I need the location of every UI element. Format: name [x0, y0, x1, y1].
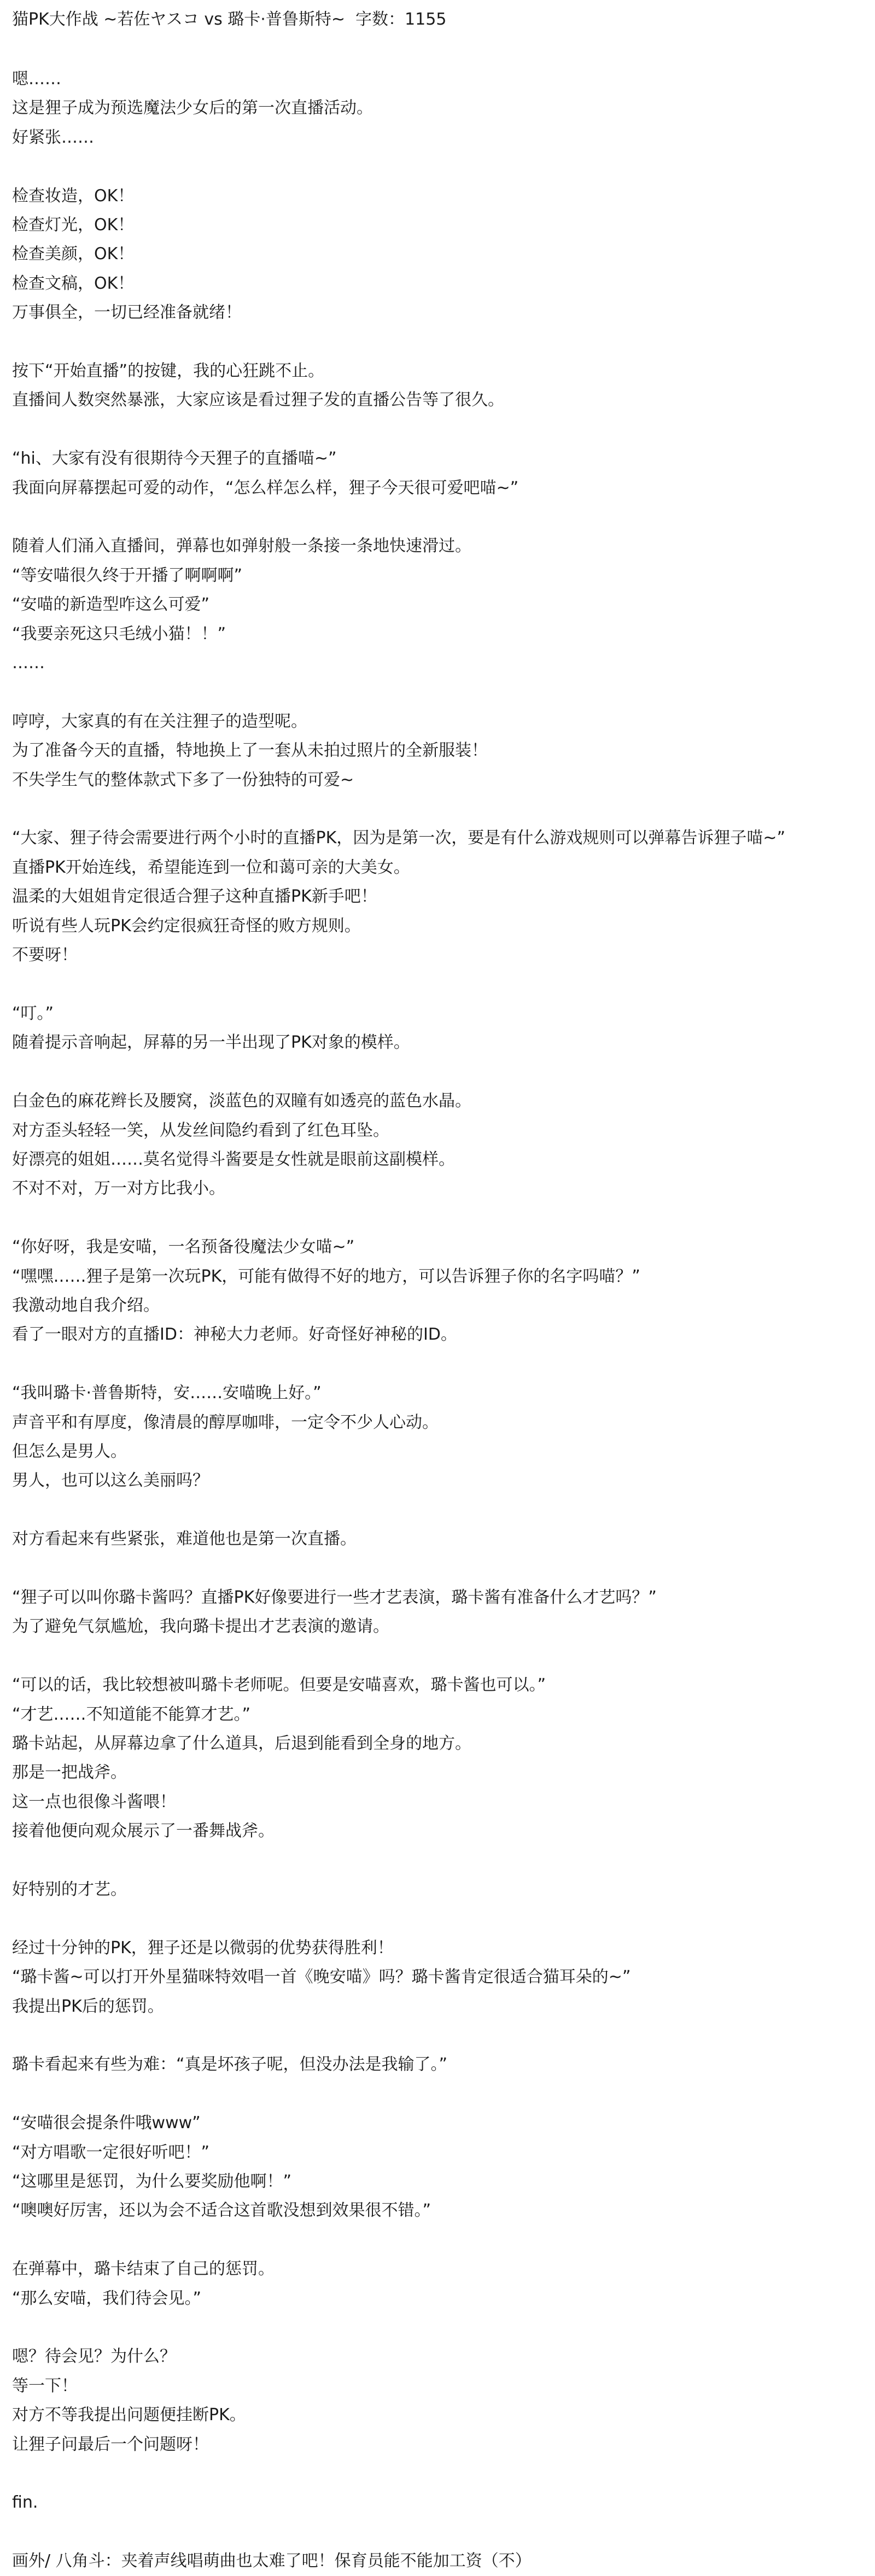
story-line: 为了准备今天的直播，特地换上了一套从未拍过照片的全新服装！: [12, 741, 488, 761]
story-line: 对方看起来有些紧张，难道他也是第一次直播。: [12, 1529, 357, 1549]
blank-line: [12, 677, 863, 706]
story-line: 为了避免气氛尴尬，我向璐卡提出才艺表演的邀请。: [12, 1617, 389, 1637]
story-line: 检查美颜，OK！: [12, 244, 135, 264]
blank-line: [12, 2313, 863, 2342]
blank-line: [12, 152, 863, 181]
story-body: [12, 65, 863, 2576]
blank-line: [12, 503, 863, 531]
story-line: 直播PK开始连线，希望能连到一位和蔼可亲的大美女。: [12, 857, 410, 877]
story-line: 画外/ 八角斗：夹着声线唱萌曲也太难了吧！保育员能不能加工资（不）: [12, 2551, 532, 2571]
blank-line: [12, 2459, 863, 2488]
story-line: 嗯？待会见？为什么？: [12, 2347, 176, 2367]
story-line: 万事俱全，一切已经准备就绪！: [12, 303, 242, 323]
story-line: “璐卡酱~可以打开外星猫咪特效唱一首《晚安喵》吗？璐卡酱肯定很适合猫耳朵的~”: [12, 1967, 631, 1987]
story-line: 不失学生气的整体款式下多了一份独特的可爱~: [12, 770, 354, 790]
story-line: 随着人们涌入直播间，弹幕也如弹射般一条接一条地快速滑过。: [12, 536, 471, 556]
blank-line: [12, 1496, 863, 1524]
story-line: 嗯……: [12, 69, 61, 89]
story-line: “嘿嘿……狸子是第一次玩PK，可能有做得不好的地方，可以告诉狸子你的名字吗喵？”: [12, 1266, 640, 1286]
story-line: 等一下！: [12, 2376, 78, 2396]
story-line: “等安喵很久终于开播了啊啊啊”: [12, 565, 243, 585]
story-line: “安喵的新造型咋这么可爱”: [12, 595, 210, 615]
story-line: 我激动地自我介绍。: [12, 1295, 160, 1315]
story-line: 男人，也可以这么美丽吗？: [12, 1471, 209, 1491]
story-line: “我要亲死这只毛绒小猫！！”: [12, 624, 226, 644]
blank-line: [12, 795, 863, 823]
story-line: “那么安喵，我们待会见。”: [12, 2288, 202, 2308]
story-line: “狸子可以叫你璐卡酱吗？直播PK好像要进行一些才艺表演，璐卡酱有准备什么才艺吗？”: [12, 1587, 657, 1607]
story-line: 让狸子问最后一个问题呀！: [12, 2434, 209, 2454]
story-line: 但怎么是男人。: [12, 1441, 127, 1461]
blank-line: [12, 1904, 863, 1933]
blank-line: [12, 328, 863, 357]
story-line: 不对不对，万一对方比我小。: [12, 1179, 225, 1199]
story-line: “叮。”: [12, 1003, 54, 1023]
story-line: 好特别的才艺。: [12, 1879, 127, 1899]
story-line: 好漂亮的姐姐……莫名觉得斗酱要是女性就是眼前这副模样。: [12, 1149, 455, 1169]
story-line: 不要呀！: [12, 945, 78, 965]
blank-line: [12, 1846, 863, 1875]
story-line: 对方歪头轻轻一笑，从发丝间隐约看到了红色耳坠。: [12, 1120, 389, 1140]
story-line: 这一点也很像斗酱喂！: [12, 1792, 176, 1812]
blank-line: [12, 2021, 863, 2050]
story-line: 好紧张……: [12, 127, 94, 147]
story-line: 这是狸子成为预选魔法少女后的第一次直播活动。: [12, 98, 373, 118]
blank-line: [12, 1554, 863, 1583]
story-line: 接着他便向观众展示了一番舞战斧。: [12, 1821, 275, 1841]
document-title: 猫PK大作战 ~若佐ヤスコ vs 璐卡·普鲁斯特~ 字数：1155: [12, 10, 447, 29]
story-line: “才艺……不知道能不能算才艺。”: [12, 1704, 251, 1724]
story-line: 那是一把战斧。: [12, 1763, 127, 1783]
story-line: 温柔的大姐姐肯定很适合狸子这种直播PK新手吧！: [12, 887, 377, 907]
blank-line: [12, 1350, 863, 1378]
story-line: 检查灯光，OK！: [12, 215, 135, 235]
blank-line: [12, 415, 863, 444]
story-line: 看了一眼对方的直播ID：神秘大力老师。好奇怪好神秘的ID。: [12, 1325, 457, 1345]
blank-line: [12, 2225, 863, 2254]
story-line: 在弹幕中，璐卡结束了自己的惩罚。: [12, 2259, 275, 2279]
story-line: “对方唱歌一定很好听吧！”: [12, 2142, 210, 2162]
story-line: 声音平和有厚度，像清晨的醇厚咖啡，一定令不少人心动。: [12, 1412, 439, 1432]
story-line: 听说有些人玩PK会约定很疯狂奇怪的败方规则。: [12, 916, 361, 936]
story-line: fin.: [12, 2493, 38, 2513]
story-line: “大家、狸子待会需要进行两个小时的直播PK，因为是第一次，要是有什么游戏规则可以弹幕告诉狸子喵~”: [12, 828, 785, 848]
story-line: 璐卡看起来有些为难：“真是坏孩子呢，但没办法是我输了。”: [12, 2055, 448, 2075]
story-line: 对方不等我提出问题便挂断PK。: [12, 2405, 246, 2425]
story-line: 我面向屏幕摆起可爱的动作，“怎么样怎么样，狸子今天很可爱吧喵~”: [12, 478, 519, 498]
blank-line: [12, 2080, 863, 2108]
story-line: 检查妆造，OK！: [12, 186, 135, 206]
story-line: 白金色的麻花辫长及腰窝，淡蓝色的双瞳有如透亮的蓝色水晶。: [12, 1091, 471, 1111]
story-line: 我提出PK后的惩罚。: [12, 1996, 164, 2016]
story-line: 璐卡站起，从屏幕边拿了什么道具，后退到能看到全身的地方。: [12, 1733, 471, 1753]
story-line: 随着提示音响起，屏幕的另一半出现了PK对象的模样。: [12, 1033, 410, 1053]
blank-line: [12, 970, 863, 999]
story-line: “你好呀，我是安喵，一名预备役魔法少女喵~”: [12, 1237, 355, 1257]
blank-line: [12, 1058, 863, 1087]
blank-line: [12, 2517, 863, 2546]
story-line: “这哪里是惩罚，为什么要奖励他啊！”: [12, 2171, 292, 2191]
story-line: “可以的话，我比较想被叫璐卡老师呢。但要是安喵喜欢，璐卡酱也可以。”: [12, 1675, 546, 1695]
story-line: “安喵很会提条件哦www”: [12, 2113, 201, 2133]
story-line: 按下“开始直播”的按键，我的心狂跳不止。: [12, 361, 325, 381]
story-line: “我叫璐卡·普鲁斯特，安……安喵晚上好。”: [12, 1383, 322, 1403]
story-line: “hi、大家有没有很期待今天狸子的直播喵~”: [12, 449, 337, 469]
story-line: 检查文稿，OK！: [12, 273, 135, 293]
story-line: 直播间人数突然暴涨，大家应该是看过狸子发的直播公告等了很久。: [12, 390, 504, 410]
story-line: 经过十分钟的PK，狸子还是以微弱的优势获得胜利！: [12, 1938, 394, 1958]
blank-line: [12, 1642, 863, 1670]
story-line: 哼哼，大家真的有在关注狸子的造型呢。: [12, 711, 307, 731]
story-line: “噢噢好厉害，还以为会不适合这首歌没想到效果很不错。”: [12, 2201, 431, 2221]
story-line: ……: [12, 653, 45, 673]
blank-line: [12, 1204, 863, 1232]
